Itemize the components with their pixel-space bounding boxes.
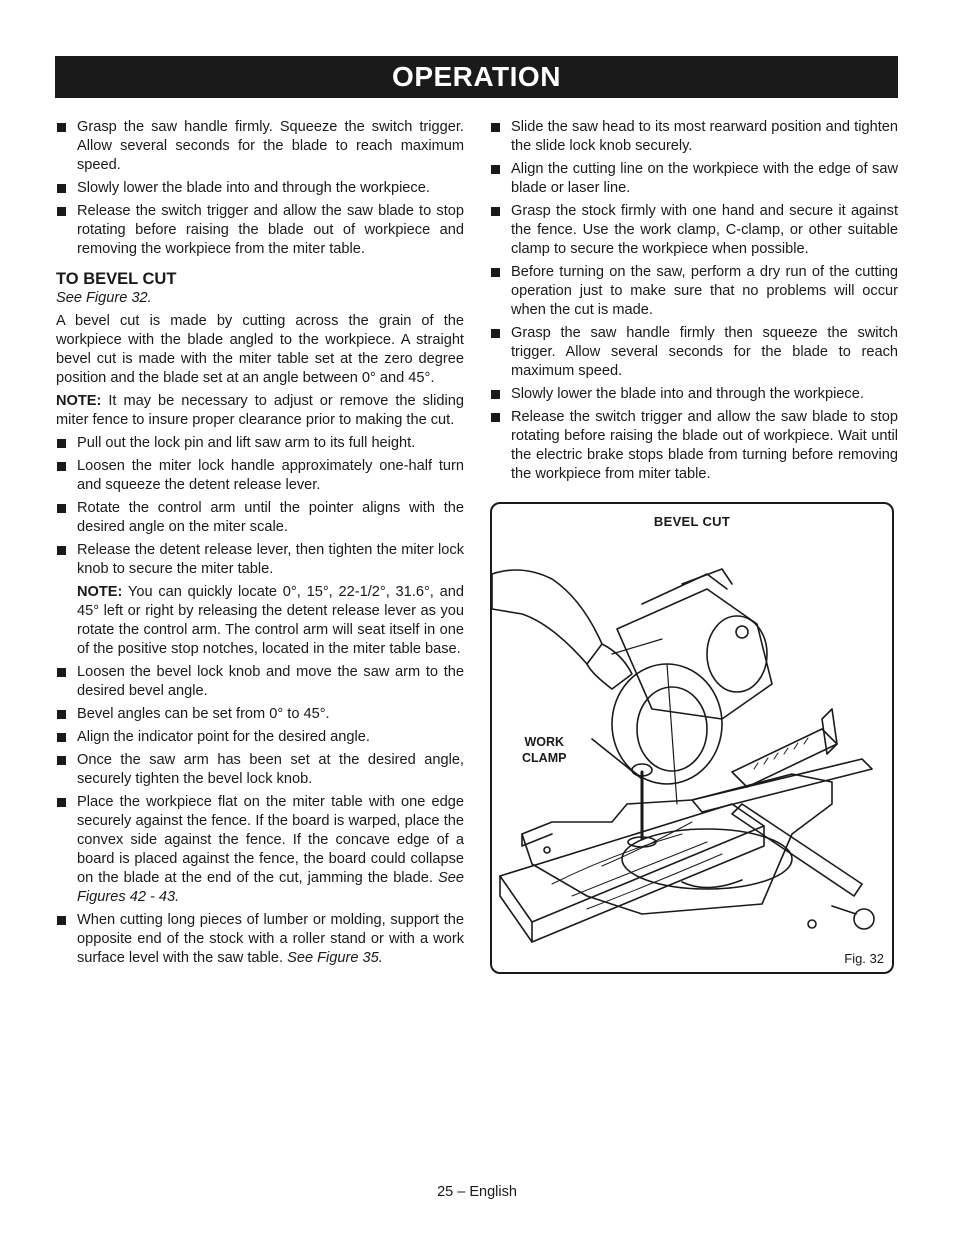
list-item: Loosen the bevel lock knob and move the saw arm to the desired bevel angle. [56, 663, 464, 701]
list-item: Slide the saw head to its most rearward position and tighten the slide lock knob securely. [490, 118, 898, 156]
figure-title: BEVEL CUT [653, 514, 731, 529]
fence [692, 759, 872, 812]
section-title: TO BEVEL CUT [56, 270, 177, 288]
callout-line: CLAMP [522, 751, 567, 765]
intro-list [56, 118, 464, 259]
list-item: Grasp the saw handle firmly. Squeeze the switch trigger. Allow several seconds for the blade to reach maximum speed. [56, 118, 464, 175]
figure-reference: See Figure 32. [56, 290, 152, 306]
lock-knob [854, 909, 874, 929]
step-text: Place the workpiece flat on the miter table with one edge securely against the fence. If the board is warped, place the convex side against the fence. If the concave edge of a board is placed against the fence, the board could collapse on the blade at the end of the cut, jamming the blade. [77, 794, 464, 886]
bevel-cut-description: A bevel cut is made by cutting across the grain of the workpiece with the blade angled to the workpiece. A straight bevel cut is made with the miter table set at the zero degree position and the blade set at an angle between 0° and 45°. [56, 313, 464, 386]
figure-reference: See Figures 42 - 43. [77, 870, 464, 905]
list-item: Release the detent release lever, then tighten the miter lock knob to secure the miter table. [56, 541, 464, 579]
list-item: Pull out the lock pin and lift saw arm to its full height. [56, 434, 464, 453]
figure-reference: See Figure 35. [287, 950, 383, 966]
blade-guard [612, 664, 722, 784]
list-item: Align the cutting line on the workpiece with the edge of saw blade or laser line. [490, 160, 898, 198]
note-text: It may be necessary to adjust or remove the sliding miter fence to insure proper clearance prior to making the cut. [56, 393, 464, 428]
list-item: Before turning on the saw, perform a dry run of the cutting operation just to make sure that no problems will occur when the cut is made. [490, 263, 898, 320]
note-text: You can quickly locate 0°, 15°, 22-1/2°, 31.6°, and 45° left or right by releasing the detent release lever as you rotate the control arm. The control arm will seat itself in one of the positive stop notches, located in the miter table base. [77, 584, 464, 657]
operator-arm [492, 570, 602, 664]
list-item: Bevel angles can be set from 0° to 45°. [56, 705, 464, 724]
right-column [490, 118, 898, 488]
note-label: NOTE: [56, 393, 102, 409]
figure-number: Fig. 32 [844, 951, 884, 966]
list-item: Slowly lower the blade into and through the workpiece. [490, 385, 898, 404]
motor-housing [617, 589, 772, 719]
figure-bevel-cut [490, 502, 894, 974]
saw-base [522, 774, 832, 914]
note-fence [56, 392, 464, 430]
steps-list-b [56, 663, 464, 968]
list-item: Slowly lower the blade into and through the workpiece. [56, 179, 464, 198]
list-item: Once the saw arm has been set at the desired angle, securely tighten the bevel lock knob. [56, 751, 464, 789]
header-title: OPERATION [392, 61, 561, 92]
work-clamp-label [522, 734, 566, 766]
list-item: Rotate the control arm until the pointer aligns with the desired angle on the miter scale. [56, 499, 464, 537]
left-column [56, 118, 464, 972]
note-label: NOTE: [77, 584, 123, 600]
note-positive-stops [56, 583, 464, 659]
list-item: Release the switch trigger and allow the saw blade to stop rotating before raising the blade out of workpiece. Wait until the electric brake stops blade from turning before removing the workpiece from miter table. [490, 408, 898, 484]
list-item: Loosen the miter lock handle approximately one-half turn and squeeze the detent release lever. [56, 457, 464, 495]
steps-list-right [490, 118, 898, 484]
step-text: When cutting long pieces of lumber or molding, support the opposite end of the stock with a roller stand or with a work surface level with the saw table. [77, 912, 464, 966]
list-item: Grasp the stock firmly with one hand and secure it against the fence. Use the work clamp, C-clamp, or other suitable clamp to secure the workpiece when possible. [490, 202, 898, 259]
page-header [55, 56, 898, 98]
list-item: Release the switch trigger and allow the saw blade to stop rotating before raising the blade out of workpiece and removing the workpiece from the miter table. [56, 202, 464, 259]
page-footer: 25 – English [437, 1184, 517, 1200]
list-item [56, 911, 464, 968]
steps-list-a [56, 434, 464, 579]
list-item [56, 793, 464, 907]
callout-line: WORK [524, 735, 565, 749]
list-item: Grasp the saw handle firmly then squeeze the switch trigger. Allow several seconds for the blade to reach maximum speed. [490, 324, 898, 381]
list-item: Align the indicator point for the desired angle. [56, 728, 464, 747]
